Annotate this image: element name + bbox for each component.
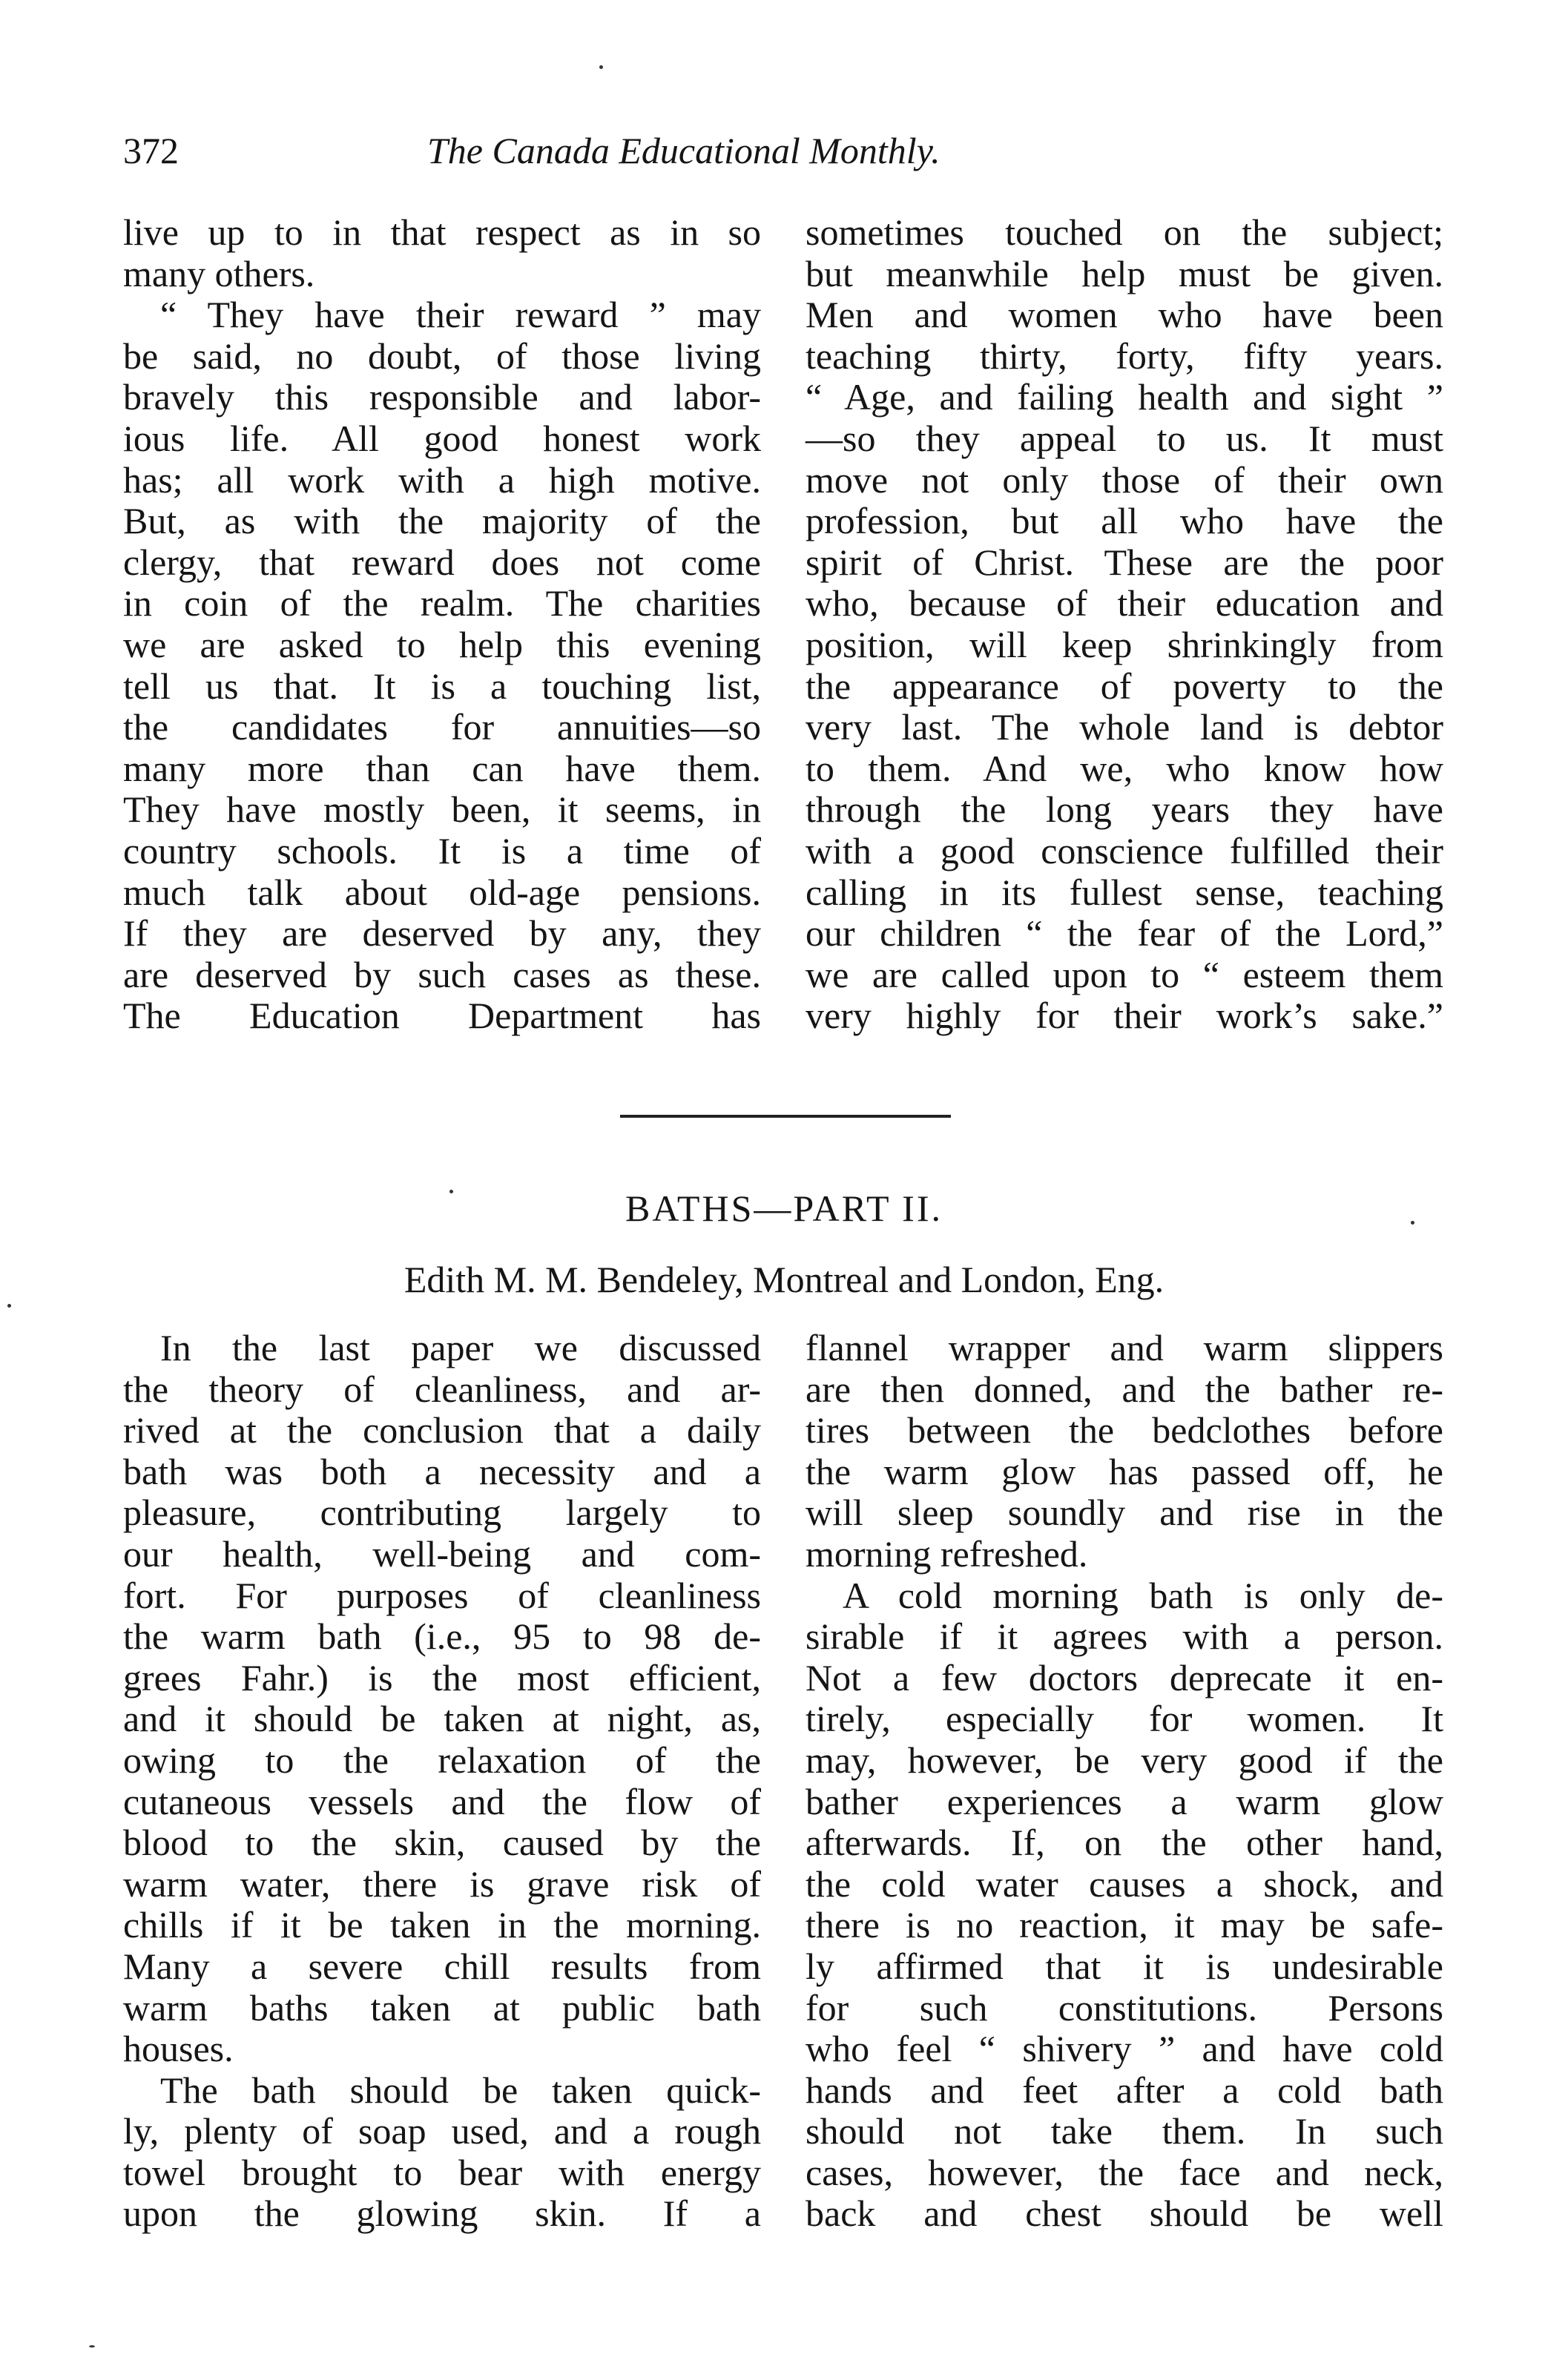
text-line: fort. For purposes of cleanliness (123, 1574, 761, 1616)
text-line: with a good conscience fulfilled their (806, 829, 1443, 872)
text-line: towel brought to bear with energy (123, 2151, 761, 2193)
text-line: clergy, that reward does not come (123, 541, 761, 583)
text-line: the warm bath (i.e., 95 to 98 de- (123, 1615, 761, 1658)
text-line: —so they appeal to us. It must (806, 417, 1443, 459)
text-line: very last. The whole land is debtor (806, 706, 1443, 748)
text-line: Not a few doctors deprecate it en- (806, 1656, 1443, 1699)
text-line: morning refreshed. (806, 1532, 1088, 1575)
text-line: we are called upon to “ esteem them (806, 953, 1443, 995)
text-line: country schools. It is a time of (123, 829, 761, 872)
text-line: sometimes touched on the subject; (806, 211, 1443, 253)
text-line: may, however, be very good if the (806, 1739, 1443, 1781)
text-line: ious life. All good honest work (123, 417, 761, 459)
text-line: our health, well-being and com- (123, 1532, 761, 1575)
text-line: live up to in that respect as in so (123, 211, 761, 253)
scan-speck (7, 1304, 11, 1308)
text-line: the cold water causes a shock, and (806, 1862, 1443, 1905)
scan-speck (449, 1190, 453, 1193)
text-line: cutaneous vessels and the flow of (123, 1780, 761, 1822)
text-line: warm water, there is grave risk of (123, 1862, 761, 1905)
text-line: upon the glowing skin. If a (123, 2192, 761, 2235)
scan-speck (1411, 1221, 1414, 1225)
text-line: but meanwhile help must be given. (806, 252, 1443, 294)
text-line: through the long years they have (806, 788, 1443, 831)
running-header (123, 125, 1139, 177)
text-line: The bath should be taken quick- (160, 2069, 761, 2111)
text-line: owing to the relaxation of the (123, 1739, 761, 1781)
text-line: who feel “ shivery ” and have cold (806, 2028, 1443, 2070)
text-line: many more than can have them. (123, 747, 761, 789)
article-right-column (806, 1328, 1443, 2235)
text-line: there is no reaction, it may be safe- (806, 1904, 1443, 1946)
text-line: A cold morning bath is only de- (843, 1574, 1443, 1616)
top-left-column (123, 212, 761, 1037)
text-line: the theory of cleanliness, and ar- (123, 1368, 761, 1410)
text-line: we are asked to help this evening (123, 623, 761, 665)
text-line: ly affirmed that it is undesirable (806, 1945, 1443, 1987)
text-line: profession, but all who have the (806, 500, 1443, 542)
text-line: houses. (123, 2028, 234, 2070)
text-line: bath was both a necessity and a (123, 1450, 761, 1492)
text-line: flannel wrapper and warm slippers (806, 1327, 1443, 1368)
text-line: are deserved by such cases as these. (123, 953, 761, 995)
text-line: The Education Department has (123, 995, 761, 1037)
text-line: teaching thirty, forty, fifty years. (806, 335, 1443, 377)
text-line: If they are deserved by any, they (123, 912, 761, 955)
running-title: The Canada Educational Monthly. (427, 130, 941, 171)
text-line: But, as with the majority of the (123, 500, 761, 542)
text-line: many others. (123, 252, 315, 294)
page-number: 372 (123, 130, 179, 171)
text-line: They have mostly been, it seems, in (123, 788, 761, 831)
article-author: Edith M. M. Bendeley, Montreal and London, Eng. (403, 1259, 1165, 1300)
text-line: to them. And we, who know how (806, 747, 1443, 789)
article-title: BATHS—PART II. (625, 1187, 943, 1229)
text-line: bather experiences a warm glow (806, 1780, 1443, 1822)
text-line: hands and feet after a cold bath (806, 2069, 1443, 2111)
text-line: tell us that. It is a touching list, (123, 665, 761, 707)
text-line: In the last paper we discussed (160, 1327, 761, 1368)
text-line: bravely this responsible and labor- (123, 376, 761, 418)
text-line: chills if it be taken in the morning. (123, 1904, 761, 1946)
text-line: tirely, especially for women. It (806, 1698, 1443, 1740)
text-line: “ They have their reward ” may (160, 294, 761, 336)
text-line: grees Fahr.) is the most efficient, (123, 1656, 761, 1699)
text-line: will sleep soundly and rise in the (806, 1492, 1443, 1534)
text-line: has; all work with a high motive. (123, 458, 761, 501)
text-line: be said, no doubt, of those living (123, 335, 761, 377)
text-line: cases, however, the face and neck, (806, 2151, 1443, 2193)
text-line: who, because of their education and (806, 582, 1443, 625)
text-line: our children “ the fear of the Lord,” (806, 912, 1443, 955)
scan-speck (599, 65, 603, 69)
text-line: position, will keep shrinkingly from (806, 623, 1443, 665)
text-line: Many a severe chill results from (123, 1945, 761, 1987)
text-line: are then donned, and the bather re- (806, 1368, 1443, 1410)
text-line: move not only those of their own (806, 458, 1443, 501)
text-line: and it should be taken at night, as, (123, 1698, 761, 1740)
text-line: the warm glow has passed off, he (806, 1450, 1443, 1492)
text-line: back and chest should be well (806, 2192, 1443, 2235)
section-divider-rule (620, 1115, 951, 1118)
text-line: much talk about old-age pensions. (123, 871, 761, 913)
text-line: ly, plenty of soap used, and a rough (123, 2110, 761, 2152)
text-line: tires between the bedclothes before (806, 1409, 1443, 1452)
text-line: for such constitutions. Persons (806, 1986, 1443, 2029)
text-line: “ Age, and failing health and sight ” (806, 376, 1443, 418)
text-line: should not take them. In such (806, 2110, 1443, 2152)
text-line: very highly for their work’s sake.” (806, 995, 1443, 1037)
text-line: warm baths taken at public bath (123, 1986, 761, 2029)
text-line: the candidates for annuities—so (123, 706, 761, 748)
article-left-column (123, 1328, 761, 2235)
text-line: spirit of Christ. These are the poor (806, 541, 1443, 583)
text-line: calling in its fullest sense, teaching (806, 871, 1443, 913)
text-line: blood to the skin, caused by the (123, 1822, 761, 1864)
text-line: afterwards. If, on the other hand, (806, 1822, 1443, 1864)
text-line: rived at the conclusion that a daily (123, 1409, 761, 1452)
text-line: the appearance of poverty to the (806, 665, 1443, 707)
text-line: Men and women who have been (806, 294, 1443, 336)
text-line: in coin of the realm. The charities (123, 582, 761, 625)
text-line: pleasure, contributing largely to (123, 1492, 761, 1534)
scan-speck (89, 2345, 95, 2347)
top-right-column (806, 212, 1443, 1037)
text-line: sirable if it agrees with a person. (806, 1615, 1443, 1658)
